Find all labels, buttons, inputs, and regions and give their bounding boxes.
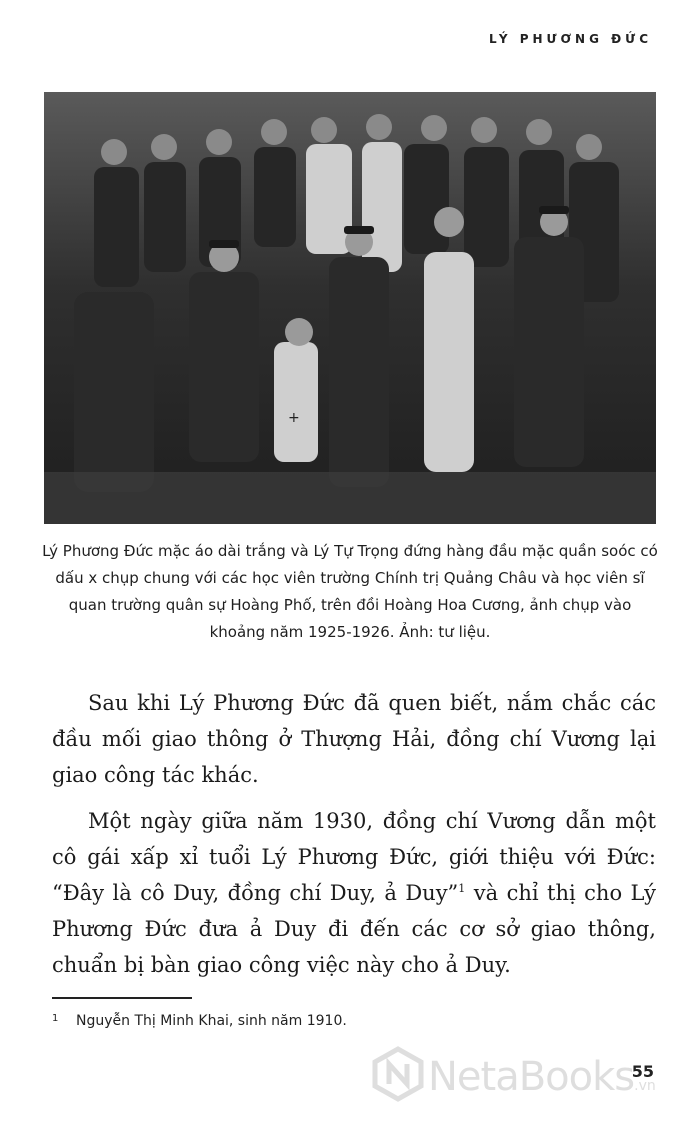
footnote [52,1013,612,1029]
watermark-brand: NetaBooks [428,1054,635,1100]
svg-text:+: + [288,410,300,426]
footnote-text: Nguyễn Thị Minh Khai, sinh năm 1910. [76,1013,347,1029]
paragraph-text: Một ngày giữa năm 1930, đồng chí Vương dẫn một cô gái xấp xỉ tuổi Lý Phương Đức, giới thiệu với Đức: “Đây là cô Duy, đồng chí Duy, ả Duy” [52,809,656,905]
photo-caption: Lý Phương Đức mặc áo dài trắng và Lý Tự Trọng đứng hàng đầu mặc quần soóc có dấu x chụp chung với các học viên trường Chính trị Quảng Châu và học viên sĩ quan trường quân sự Hoàng Phố, trên đồi Hoàng Hoa Cương, ảnh chụp vào khoảng năm 1925-1926. Ảnh: tư liệu. [42,542,658,641]
historical-photo [44,92,656,524]
paragraph-text-continued: và chỉ thị cho Lý Phương Đức đưa ả Duy đi đến các cơ sở giao thông, chuẩn bị bàn giao công việc này cho ả Duy. [52,881,656,977]
footnote-reference: 1 [458,882,466,895]
watermark-suffix: .vn [634,1078,656,1094]
watermark [372,1046,672,1106]
running-header: LÝ PHƯƠNG ĐỨC [489,32,652,46]
paragraph [52,803,656,983]
body-text [52,685,656,993]
page-number: 55 [631,1062,654,1081]
footnote-divider [52,997,192,999]
footnote-marker: 1 [52,1013,59,1024]
netabooks-logo-icon [372,1046,424,1102]
paragraph: Sau khi Lý Phương Đức đã quen biết, nắm chắc các đầu mối giao thông ở Thượng Hải, đồng chí Vương lại giao công tác khác. [52,691,656,787]
group-photo-illustration [44,92,656,524]
